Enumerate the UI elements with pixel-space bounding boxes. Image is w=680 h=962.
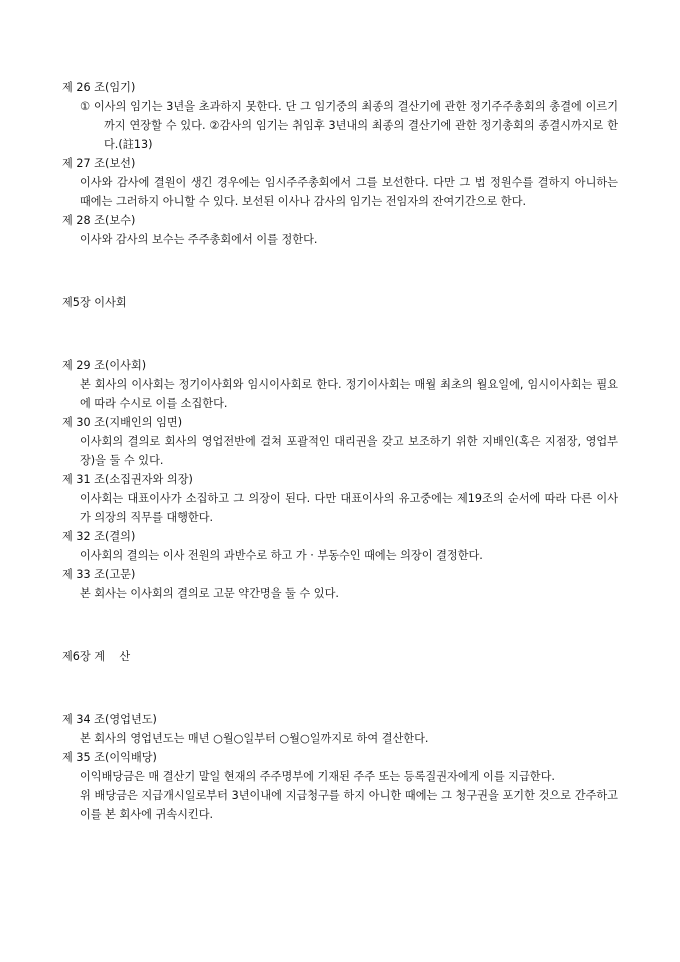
article-33-text: 본 회사는 이사회의 결의로 고문 약간명을 둘 수 있다. — [80, 587, 339, 600]
article-34-text: 본 회사의 영업년도는 매년 ○월○일부터 ○월○일까지로 하여 결산한다. — [80, 732, 429, 745]
article-29-text: 본 회사의 이사회는 정기이사회와 임시이사회로 한다. 정기이사회는 매월 최초의 월요일에, 임시이사회는 필요에 따라 수시로 이를 소집한다. — [80, 378, 618, 410]
article-26-title: 제 26 조(임기) — [62, 81, 136, 94]
article-34-title: 제 34 조(영업년도) — [62, 713, 157, 726]
article-32-title: 제 32 조(결의) — [62, 530, 136, 543]
chapter-5-heading: 제5장 이사회 — [62, 296, 127, 309]
article-35-text-1: 이익배당금은 매 결산기 말일 현재의 주주명부에 기재된 주주 또는 등록질권자에게 이를 지급한다. — [80, 770, 555, 783]
article-30-text: 이사회의 결의로 회사의 영업전반에 걸쳐 포괄적인 대리권을 갖고 보조하기 위한 지배인(혹은 지점장, 영업부장)을 둘 수 있다. — [80, 435, 618, 467]
article-27-text: 이사와 감사에 결원이 생긴 경우에는 임시주주총회에서 그를 보선한다. 다만 그 법 정원수를 결하지 아니하는 때에는 그러하지 아니할 수 있다. 보선된 이사나 감사의 임기는 전임자의 잔여기간으로 한다. — [80, 176, 618, 208]
article-35-title: 제 35 조(이익배당) — [62, 751, 157, 764]
article-29-title: 제 29 조(이사회) — [62, 359, 147, 372]
article-31-text: 이사회는 대표이사가 소집하고 그 의장이 된다. 다만 대표이사의 유고중에는 제19조의 순서에 따라 다른 이사가 의장의 직무를 대행한다. — [80, 492, 618, 524]
article-35-text-2: 위 배당금은 지급개시일로부터 3년이내에 지급청구를 하지 아니한 때에는 그 청구권을 포기한 것으로 간주하고 이를 본 회사에 귀속시킨다. — [80, 789, 618, 821]
article-33-title: 제 33 조(고문) — [62, 568, 136, 581]
article-32-text: 이사회의 결의는 이사 전원의 과반수로 하고 가 · 부동수인 때에는 의장이 결정한다. — [80, 549, 483, 562]
article-26-text: ① 이사의 임기는 3년을 초과하지 못한다. 단 그 임기중의 최종의 결산기에 관한 정기주주총회의 총결에 이르기까지 연장할 수 있다. ②감사의 임기는 취임후 3년내의 최종의 결산기에 관한 정기총회의 종결시까지로 한다.(註13) — [80, 100, 618, 151]
article-31-title: 제 31 조(소집권자와 의장) — [62, 473, 193, 486]
article-28-text: 이사와 감사의 보수는 주주총회에서 이를 정한다. — [80, 233, 318, 246]
chapter-6-heading: 제6장 계 산 — [62, 650, 131, 663]
article-30-title: 제 30 조(지배인의 임면) — [62, 416, 183, 429]
article-28-title: 제 28 조(보수) — [62, 214, 136, 227]
document-page — [62, 78, 618, 824]
article-27-title: 제 27 조(보선) — [62, 157, 136, 170]
